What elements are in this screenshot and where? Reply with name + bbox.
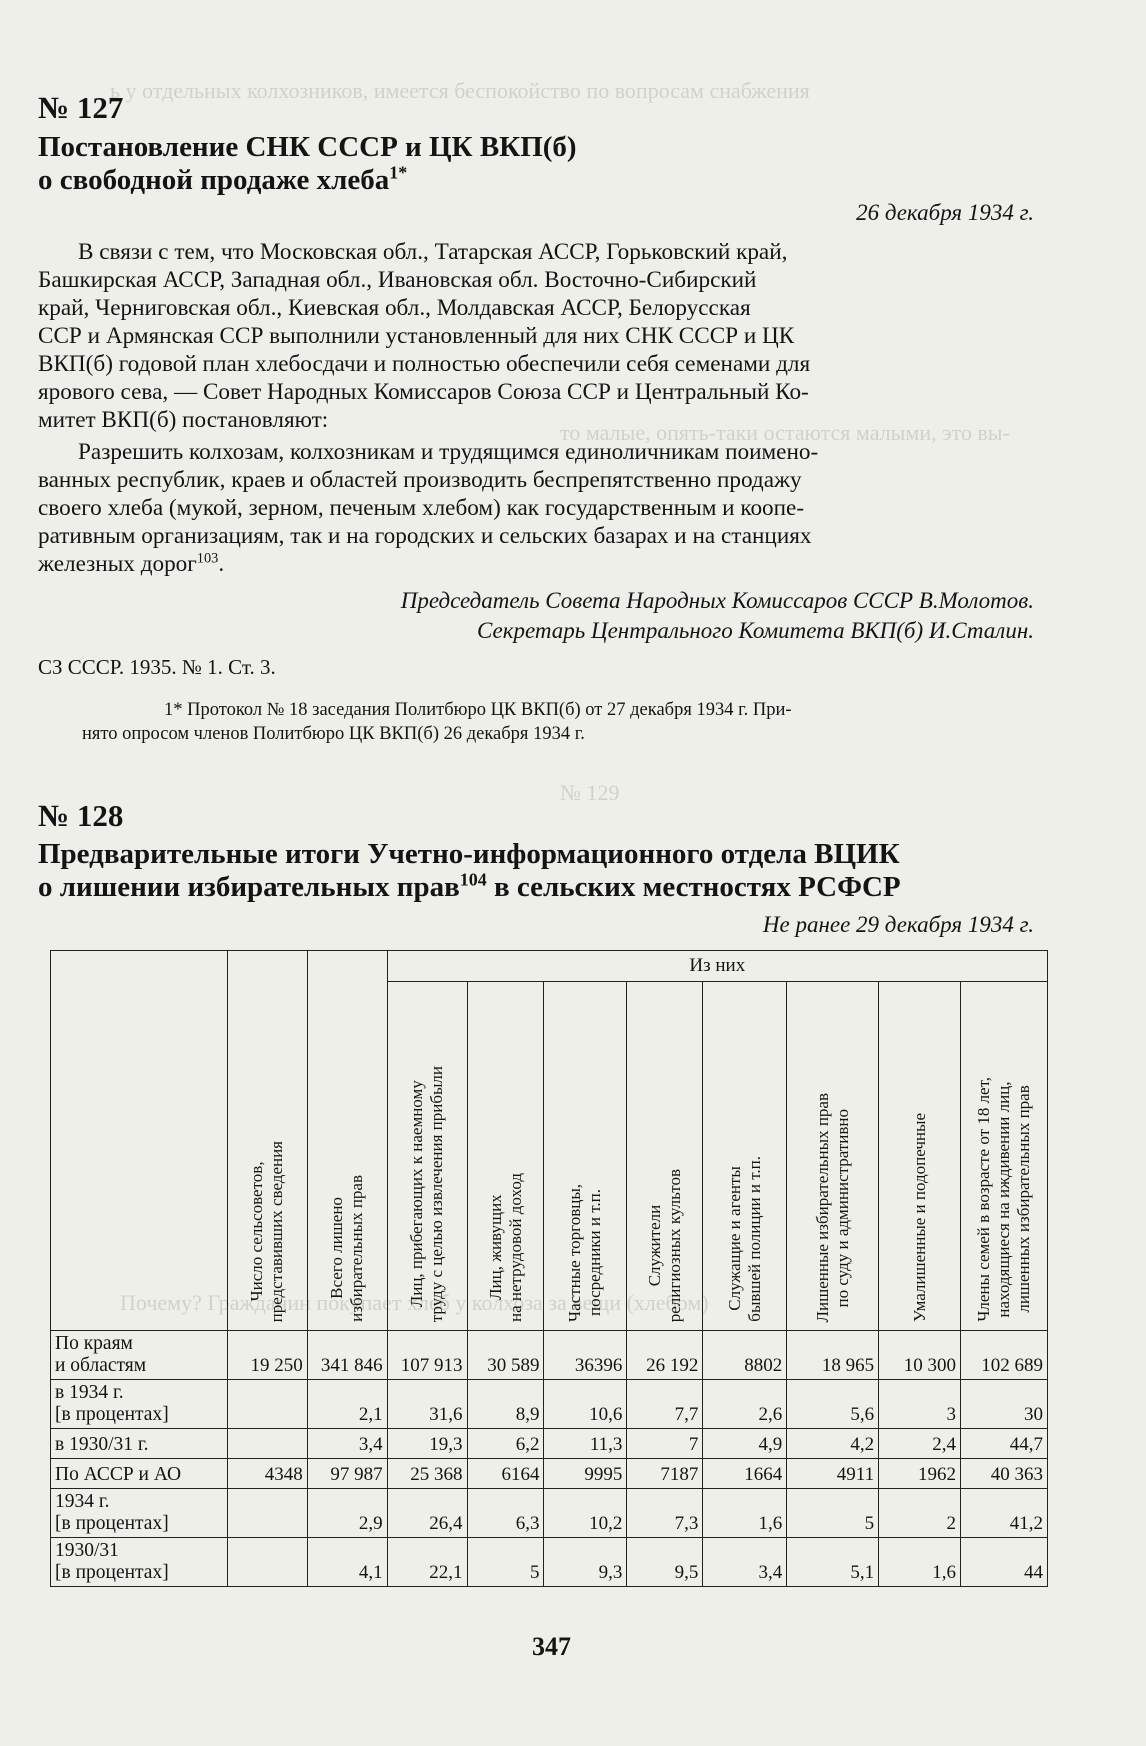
column-header <box>961 982 1048 1331</box>
source-reference: СЗ СССР. 1935. № 1. Ст. 3. <box>38 655 276 679</box>
row-label: 1934 г. [в процентах] <box>51 1489 228 1538</box>
table-cell: 4,1 <box>307 1538 387 1587</box>
column-header <box>787 982 879 1331</box>
column-header <box>387 982 467 1331</box>
table-cell: 9,5 <box>627 1538 703 1587</box>
table-cell <box>227 1429 307 1459</box>
column-header <box>227 951 307 1331</box>
column-header <box>467 982 544 1331</box>
column-header-text: Служащие и агенты бывшей полиции и т.п. <box>724 1156 764 1322</box>
table-cell: 3,4 <box>307 1429 387 1459</box>
document-number: № 128 <box>38 798 124 833</box>
paragraph: Разрешить колхозам, колхозникам и трудящимся единоличникам поимено- ванных республик, краев и областей производить беспрепятственно продажу своего хлеба (мукой, зерном, печеным хлебом) как государственным и коопе- ративным организациям, так и на городских и сельских базарах и на станциях железных дорог$^{103}$. <box>38 439 819 577</box>
table-cell: 5,6 <box>787 1380 879 1429</box>
table-cell: 19 250 <box>227 1331 307 1380</box>
table-cell: 97 987 <box>307 1459 387 1489</box>
paragraph: В связи с тем, что Московская обл., Татарская АССР, Горьковский край, Башкирская АССР, Западная обл., Ивановская обл. Восточно-Сибирский край, Черниговская обл., Киевская обл., Молдавская АССР, Белорусская ССР и Армянская ССР выполнили установленный для них СНК СССР и ЦК ВКП(б) годовой план хлебосдачи и полностью обеспечили себя семенами для ярового сева, — Совет Народных Комиссаров Союза ССР и Центральный Ко- митет ВКП(б) постановляют: <box>38 239 811 433</box>
table-cell: 19,3 <box>387 1429 467 1459</box>
row-label: По АССР и АО <box>51 1459 228 1489</box>
column-header <box>307 951 387 1331</box>
table-cell: 2,9 <box>307 1489 387 1538</box>
table-row <box>51 1538 1048 1587</box>
table-cell: 107 913 <box>387 1331 467 1380</box>
of-them-header: Из них <box>387 951 1047 982</box>
table-cell: 8,9 <box>467 1380 544 1429</box>
table-cell: 4911 <box>787 1459 879 1489</box>
document-title: Постановление СНК СССР и ЦК ВКП(б) о свободной продаже хлеба$^{1*}$ <box>38 131 577 196</box>
table-cell: 25 368 <box>387 1459 467 1489</box>
document-number: № 127 <box>38 90 124 125</box>
table-cell: 7187 <box>627 1459 703 1489</box>
table-cell: 102 689 <box>961 1331 1048 1380</box>
table-cell <box>227 1380 307 1429</box>
table-cell: 2 <box>879 1489 961 1538</box>
column-header-text: Всего лишено избирательных прав <box>327 1175 367 1322</box>
table-cell: 44 <box>961 1538 1048 1587</box>
footnote: 1* Протокол № 18 заседания Политбюро ЦК ВКП(б) от 27 декабря 1934 г. При- нято опросом членов Политбюро ЦК ВКП(б) 26 декабря 1934 г. <box>82 700 792 744</box>
table-header-row <box>51 951 1048 982</box>
statistics-table <box>50 950 1048 1587</box>
document-date: Не ранее 29 декабря 1934 г. <box>762 912 1034 937</box>
row-label: По краям и областям <box>51 1331 228 1380</box>
table-cell: 6,2 <box>467 1429 544 1459</box>
table-cell: 18 965 <box>787 1331 879 1380</box>
table-cell: 1962 <box>879 1459 961 1489</box>
table-row <box>51 1459 1048 1489</box>
column-header <box>627 982 703 1331</box>
table-cell: 44,7 <box>961 1429 1048 1459</box>
signatures: Председатель Совета Народных Комиссаров СССР В.Молотов. Секретарь Центрального Комитета ВКП(б) И.Сталин. <box>400 588 1034 643</box>
table-row <box>51 1429 1048 1459</box>
table-cell: 5 <box>467 1538 544 1587</box>
column-header-text: Число сельсоветов, представивших сведения <box>247 1140 287 1322</box>
table-cell: 11,3 <box>544 1429 627 1459</box>
table-cell: 4348 <box>227 1459 307 1489</box>
table-cell: 30 589 <box>467 1331 544 1380</box>
table-cell: 41,2 <box>961 1489 1048 1538</box>
table-cell: 26,4 <box>387 1489 467 1538</box>
document-date: 26 декабря 1934 г. <box>856 200 1034 225</box>
row-label: в 1930/31 г. <box>51 1429 228 1459</box>
table-cell: 4,9 <box>703 1429 787 1459</box>
column-header-text: Служители религиозных культов <box>644 1168 684 1322</box>
table-row <box>51 1489 1048 1538</box>
column-header-text: Частные торговцы, посредники и т.п. <box>565 1184 605 1322</box>
footnote-mark: 1* <box>389 162 408 183</box>
row-label-header <box>51 951 228 1331</box>
column-header-text: Лишенные избирательных прав по суду и административно <box>812 1092 852 1322</box>
bleed-through-text: № 129 <box>560 780 620 805</box>
table-cell: 3 <box>879 1380 961 1429</box>
table-cell: 22,1 <box>387 1538 467 1587</box>
table-cell: 31,6 <box>387 1380 467 1429</box>
row-label: 1930/31 [в процентах] <box>51 1538 228 1587</box>
table-cell: 30 <box>961 1380 1048 1429</box>
table-row <box>51 1380 1048 1429</box>
table-cell: 9,3 <box>544 1538 627 1587</box>
table-cell: 2,1 <box>307 1380 387 1429</box>
column-header-text: Лиц, прибегающих к наемному труду с целью извлечения прибыли <box>407 1065 447 1322</box>
bleed-through-text: то малые, опять-таки остаются малыми, это вы- <box>560 420 1010 445</box>
table-cell: 8802 <box>703 1331 787 1380</box>
table-cell: 6,3 <box>467 1489 544 1538</box>
table-cell: 1664 <box>703 1459 787 1489</box>
table-cell: 1,6 <box>879 1538 961 1587</box>
column-header-text: Умалишенные и подопечные <box>909 1113 929 1322</box>
table-cell: 7,3 <box>627 1489 703 1538</box>
table-cell: 10,6 <box>544 1380 627 1429</box>
table-row <box>51 1331 1048 1380</box>
table-cell: 10,2 <box>544 1489 627 1538</box>
bleed-through-text: ь у отдельных колхозников, имеется беспокойство по вопросам снабжения <box>110 78 810 103</box>
column-header <box>703 982 787 1331</box>
bleed-through-text: Почему? Гражданин покупает хлеб у колхоза за вещи (хлебом) <box>120 1290 709 1315</box>
row-label: в 1934 г. [в процентах] <box>51 1380 228 1429</box>
table-cell: 26 192 <box>627 1331 703 1380</box>
table-cell: 5,1 <box>787 1538 879 1587</box>
table-cell: 1,6 <box>703 1489 787 1538</box>
table-cell: 36396 <box>544 1331 627 1380</box>
table-cell: 10 300 <box>879 1331 961 1380</box>
column-header-text: Лиц, живущих на нетрудовой доход <box>485 1172 525 1322</box>
table-cell: 6164 <box>467 1459 544 1489</box>
table-cell: 2,4 <box>879 1429 961 1459</box>
footnote-mark: 103 <box>196 550 219 567</box>
table-cell <box>227 1538 307 1587</box>
column-header <box>544 982 627 1331</box>
page-number: 347 <box>532 1632 571 1661</box>
table-cell: 5 <box>787 1489 879 1538</box>
table-cell: 341 846 <box>307 1331 387 1380</box>
table-body <box>51 951 1048 1587</box>
footnote-mark: 104 <box>459 869 487 890</box>
table-cell: 3,4 <box>703 1538 787 1587</box>
table-cell: 2,6 <box>703 1380 787 1429</box>
column-header <box>879 982 961 1331</box>
table-cell: 9995 <box>544 1459 627 1489</box>
column-header-text: Члены семей в возрасте от 18 лет, находящиеся на иждивении лиц, лишенных избирательных прав <box>974 1077 1033 1322</box>
document-title: Предварительные итоги Учетно-информационного отдела ВЦИК о лишении избирательных прав$^{104}$ в сельских местностях РСФСР <box>38 838 901 903</box>
table-cell: 7 <box>627 1429 703 1459</box>
table-cell: 4,2 <box>787 1429 879 1459</box>
table-cell <box>227 1489 307 1538</box>
table-cell: 7,7 <box>627 1380 703 1429</box>
table-cell: 40 363 <box>961 1459 1048 1489</box>
